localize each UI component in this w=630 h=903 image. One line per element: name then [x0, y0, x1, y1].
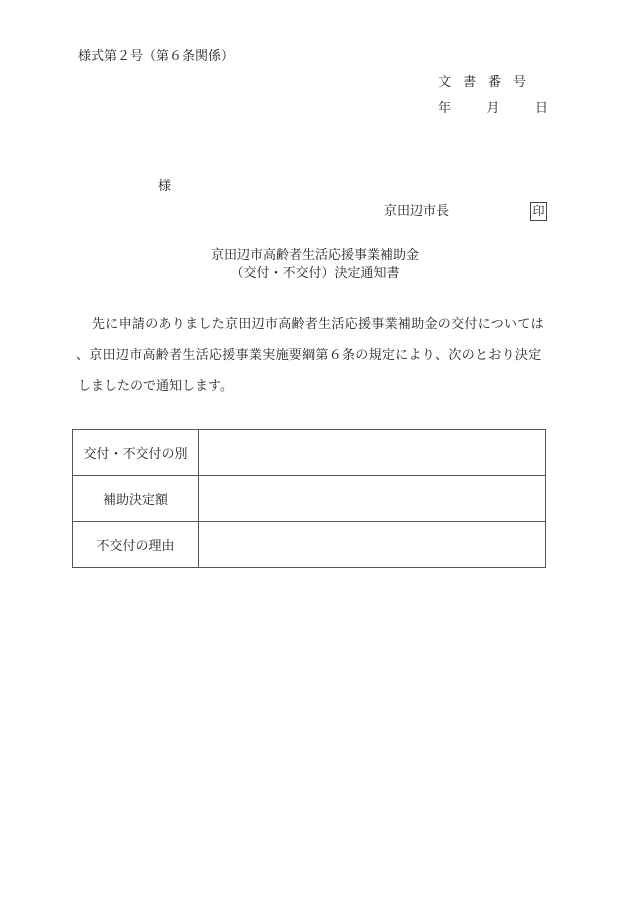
- document-title-line1: 京田辺市高齢者生活応援事業補助金: [210, 248, 419, 263]
- document-number-label: 文書番号: [438, 75, 539, 90]
- row-value-grant-status[interactable]: [199, 430, 546, 476]
- decision-table: [72, 429, 546, 568]
- document-title-line2: （交付・不交付）決定通知書: [230, 266, 400, 281]
- table-row: [73, 476, 546, 522]
- body-line-3: しましたので通知します。: [78, 379, 233, 394]
- body-line-1: 先に申請のありました京田辺市高齢者生活応援事業補助金の交付については: [92, 317, 544, 332]
- row-label-rejection-reason: 不交付の理由: [73, 522, 199, 568]
- form-number: 様式第２号（第６条関係）: [78, 49, 235, 64]
- sender-name: 京田辺市長: [384, 204, 450, 219]
- body-line-2: 、京田辺市高齢者生活応援事業実施要綱第６条の規定により、次のとおり決定: [76, 348, 542, 363]
- table-row: [73, 522, 546, 568]
- row-value-rejection-reason[interactable]: [199, 522, 546, 568]
- date-line: [438, 102, 548, 115]
- row-label-subsidy-amount: 補助決定額: [73, 476, 199, 522]
- seal-icon: 印: [530, 202, 547, 221]
- table-row: [73, 430, 546, 476]
- date-day: 日: [534, 101, 548, 116]
- row-value-subsidy-amount[interactable]: [199, 476, 546, 522]
- row-label-grant-status: 交付・不交付の別: [73, 430, 199, 476]
- date-month: 月: [486, 101, 500, 116]
- addressee-honorific: 様: [158, 179, 172, 194]
- date-year: 年: [438, 101, 452, 116]
